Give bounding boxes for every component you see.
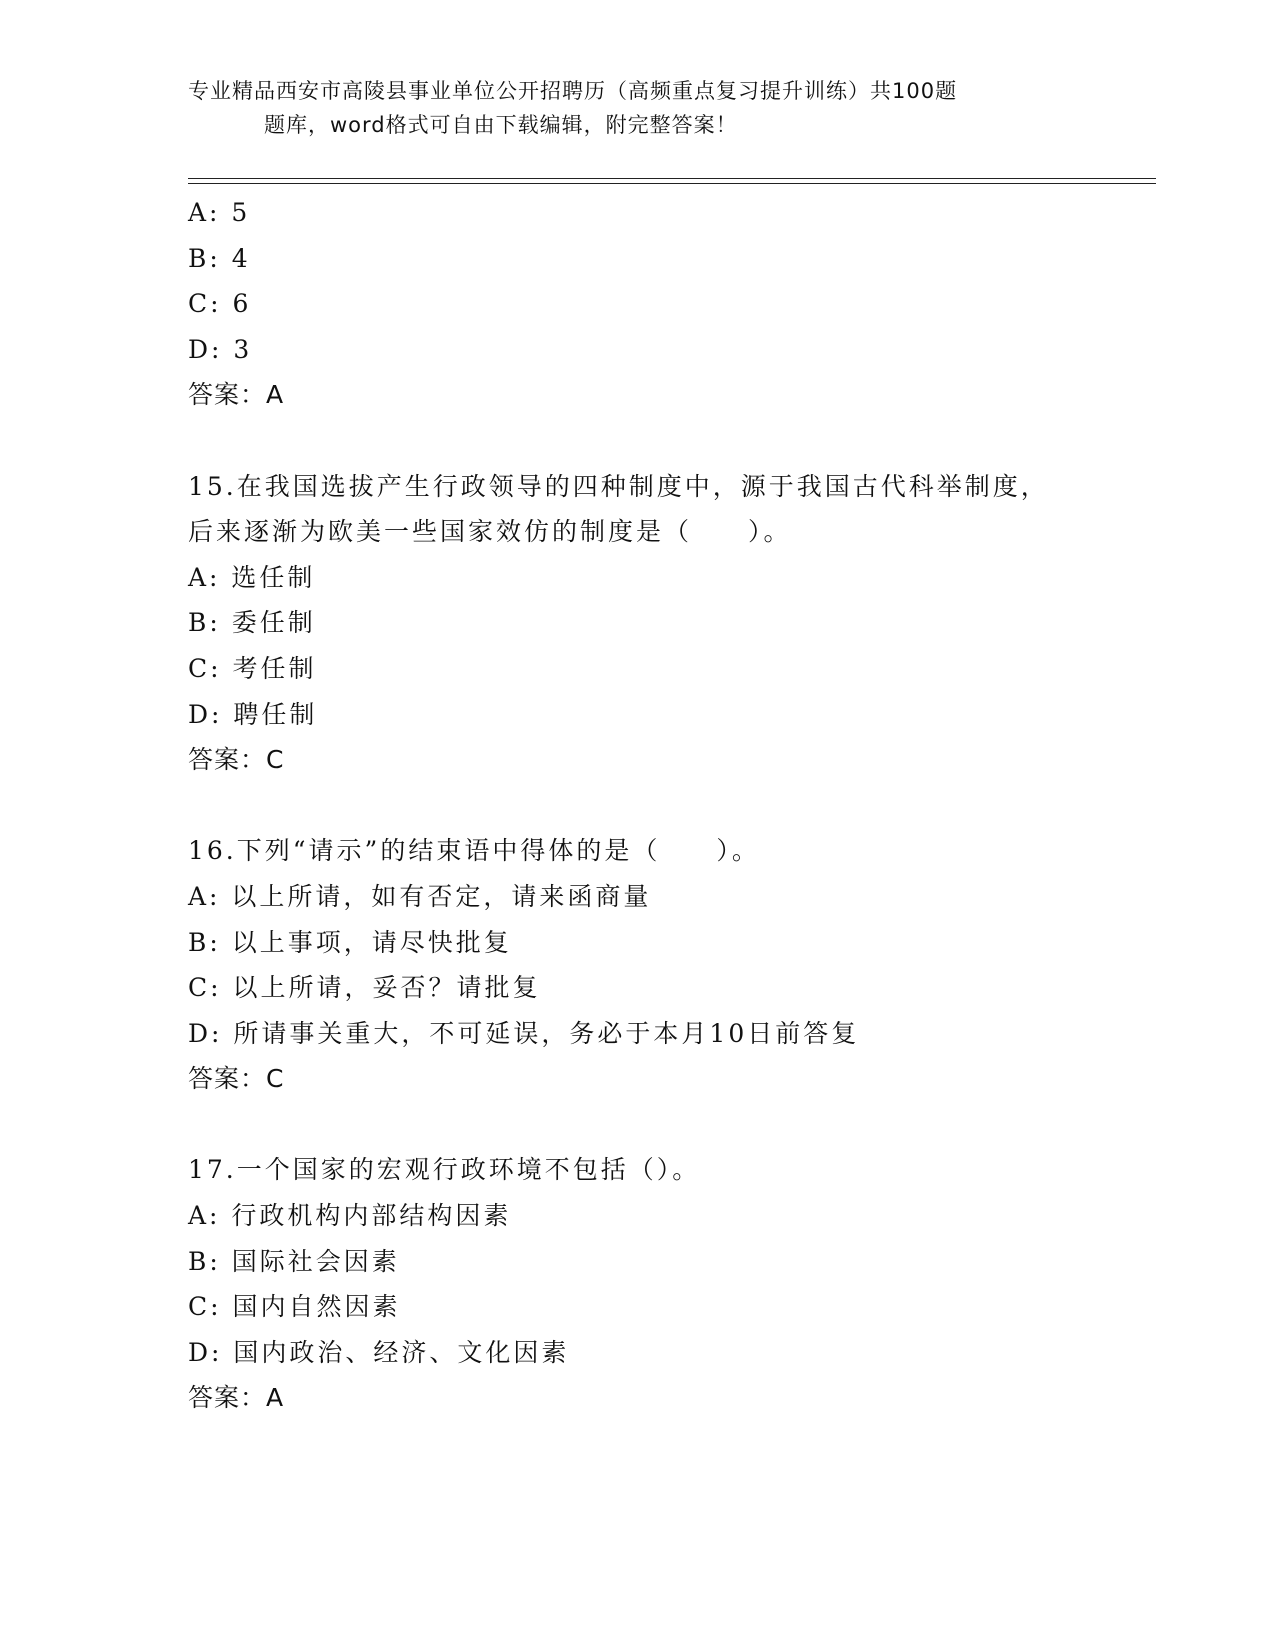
header-title-line-1: 专业精品西安市高陵县事业单位公开招聘历（高频重点复习提升训练）共100题 [188,79,958,103]
header-title-line-2: 题库，word格式可自由下载编辑，附完整答案！ [264,113,738,137]
question-stem: 17.一个国家的宏观行政环境不包括（）。 [188,1155,701,1185]
question-list [188,190,1088,1421]
option-b: B: 委任制 [188,608,316,638]
option-a: A: 选任制 [188,562,316,592]
question-spacer [188,418,1088,464]
option-c: C: 国内自然因素 [188,1292,401,1322]
question-stem-continued: 后来逐渐为欧美一些国家效仿的制度是（ ）。 [188,517,792,547]
option-d: D: 聘任制 [188,699,318,729]
option-d: D: 所请事关重大，不可延误，务必于本月10日前答复 [188,1018,860,1048]
answer-label: 答案：C [188,745,285,775]
question-spacer [188,783,1088,829]
question-14-tail [188,190,1088,418]
question-stem: 15.在我国选拔产生行政领导的四种制度中，源于我国古代科举制度， [188,471,1049,501]
option-d: D: 3 [188,334,253,364]
question-17 [188,1147,1088,1421]
question-spacer [188,1102,1088,1148]
answer-label: 答案：A [188,380,285,410]
option-a: A: 行政机构内部结构因素 [188,1201,512,1231]
document-header [188,74,1088,142]
option-a: A: 以上所请，如有否定，请来函商量 [188,881,652,911]
option-b: B: 国际社会因素 [188,1246,400,1276]
option-c: C: 6 [188,289,252,319]
question-stem: 16.下列“请示”的结束语中得体的是（ ）。 [188,836,760,866]
option-d: D: 国内政治、经济、文化因素 [188,1337,570,1367]
question-16 [188,828,1088,1102]
header-rule-top [188,178,1156,179]
answer-label: 答案：A [188,1383,285,1413]
option-a: A: 5 [188,198,251,227]
option-b: B: 以上事项，请尽快批复 [188,927,512,957]
option-c: C: 考任制 [188,653,317,683]
header-rule-bottom [188,183,1156,184]
option-b: B: 4 [188,243,251,273]
option-c: C: 以上所请，妥否？请批复 [188,973,541,1003]
question-15 [188,464,1088,783]
answer-label: 答案：C [188,1064,285,1094]
